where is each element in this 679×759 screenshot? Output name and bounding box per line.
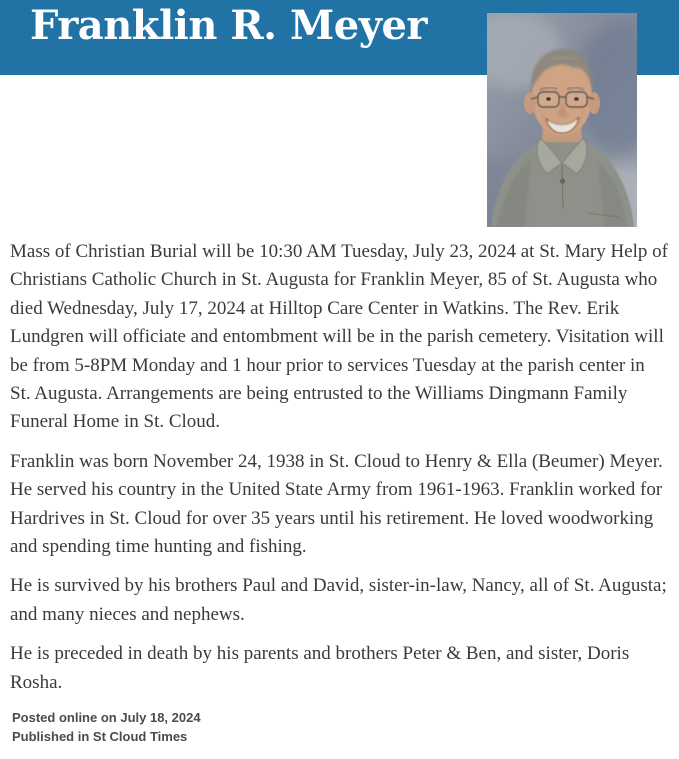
obituary-paragraph-3: He is survived by his brothers Paul and David, sister-in-law, Nancy, all of St. Augusta; and many nieces and nephews. bbox=[10, 575, 667, 625]
obituary-paragraph-1: Mass of Christian Burial will be 10:30 AM Tuesday, July 23, 2024 at St. Mary Help of Christians Catholic Church in St. Augusta for Franklin Meyer, 85 of St. Augusta who died Wednesday, July 17, 2024 at Hilltop Care Center in Watkins. The Rev. Erik Lundgren will officiate and entombment will be in the parish cemetery. Visitation will be from 5-8PM Monday and 1 hour prior to services Tuesday at the parish center in St. Augusta. Arrangements are being entrusted to the Williams Dingmann Family Funeral Home in St. Cloud. bbox=[10, 241, 668, 433]
obituary-paragraph-4: He is preceded in death by his parents and brothers Peter & Ben, and sister, Doris Rosha. bbox=[10, 643, 630, 693]
publication-info bbox=[10, 708, 668, 746]
posted-date-line: Posted online on July 18, 2024 bbox=[12, 710, 201, 726]
published-in-line: Published in St Cloud Times bbox=[12, 729, 188, 745]
obituary-body bbox=[0, 75, 679, 746]
page-title: Franklin R. Meyer bbox=[30, 2, 427, 49]
obituary-paragraph-2: Franklin was born November 24, 1938 in St. Cloud to Henry & Ella (Beumer) Meyer. He served his country in the United State Army from 1961-1963. Franklin worked for Hardrives in St. Cloud for over 35 years until his retirement. He loved woodworking and spending time hunting and fishing. bbox=[10, 450, 663, 558]
